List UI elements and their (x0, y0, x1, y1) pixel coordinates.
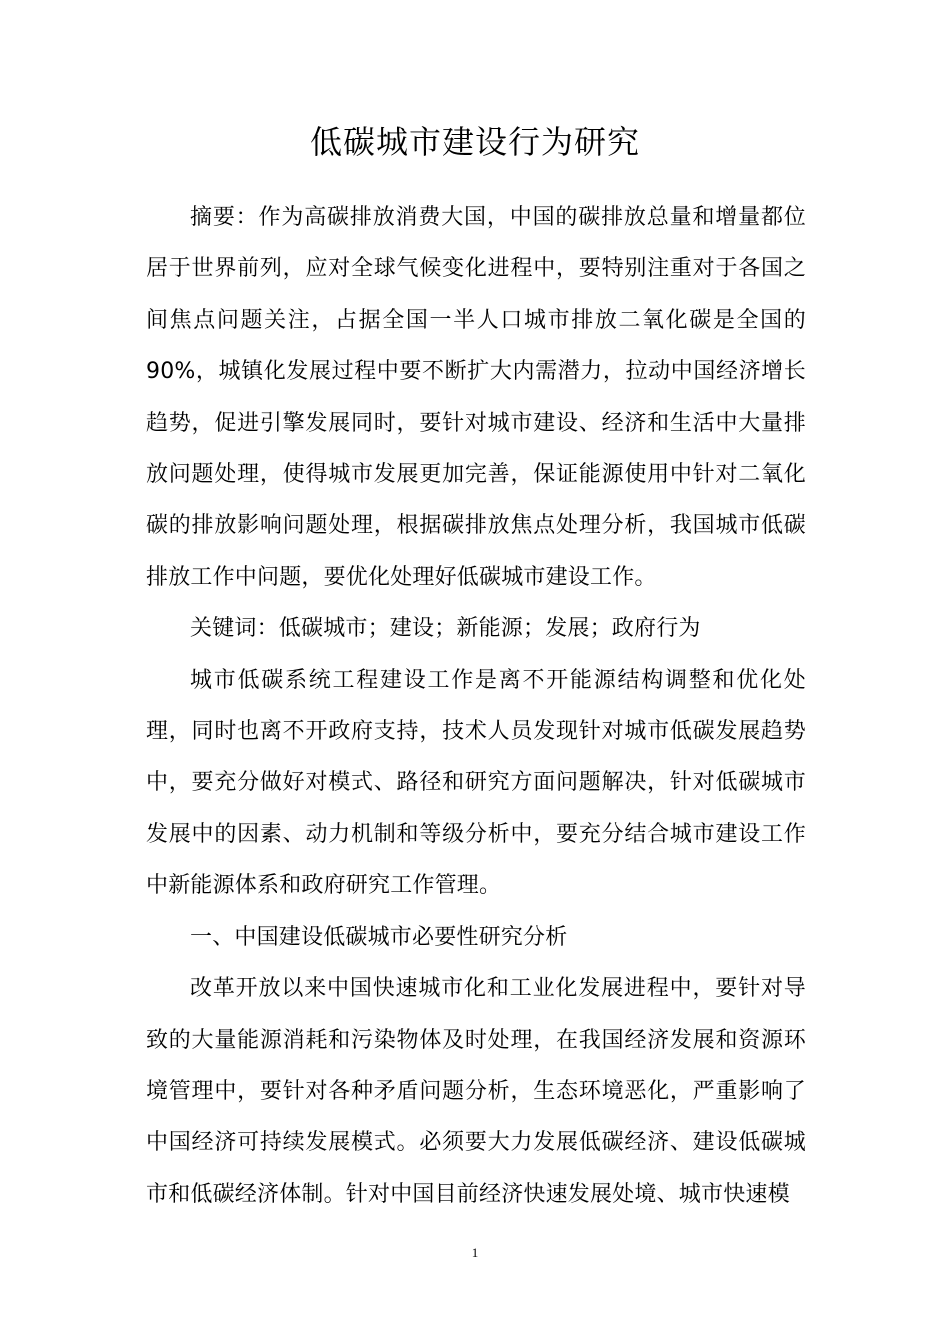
keywords-paragraph: 关键词：低碳城市；建设；新能源；发展；政府行为 (190, 616, 701, 642)
intro-paragraph: 城市低碳系统工程建设工作是离不开能源结构调整和优化处理，同时也离不开政府支持，技术人员发现针对城市低碳发展趋势中，要充分做好对模式、路径和研究方面问题解决，针对低碳城市发展中的因素、动力机制和等级分析中，要充分结合城市建设工作中新能源体系和政府研究工作管理。 (146, 667, 806, 899)
document-body (146, 192, 806, 1220)
document-title: 低碳城市建设行为研究 (309, 123, 640, 161)
abstract-paragraph: 摘要：作为高碳排放消费大国，中国的碳排放总量和增量都位居于世界前列，应对全球气候变化进程中，要特别注重对于各国之间焦点问题关注，占据全国一半人口城市排放二氧化碳是全国的90%，城镇化发展过程中要不断扩大内需潜力，拉动中国经济增长趋势，促进引擎发展同时，要针对城市建设、经济和生活中大量排放问题处理，使得城市发展更加完善，保证能源使用中针对二氧化碳的排放影响问题处理，根据碳排放焦点处理分析，我国城市低碳排放工作中问题，要优化处理好低碳城市建设工作。 (146, 205, 806, 590)
section-heading: 一、中国建设低碳城市必要性研究分析 (190, 924, 568, 950)
page-number: 1 (471, 1245, 479, 1260)
section-paragraph: 改革开放以来中国快速城市化和工业化发展进程中，要针对导致的大量能源消耗和污染物体及时处理，在我国经济发展和资源环境管理中，要针对各种矛盾问题分析，生态环境恶化，严重影响了中国经济可持续发展模式。必须要大力发展低碳经济、建设低碳城市和低碳经济体制。针对中国目前经济快速发展处境、城市快速模 (146, 976, 806, 1207)
